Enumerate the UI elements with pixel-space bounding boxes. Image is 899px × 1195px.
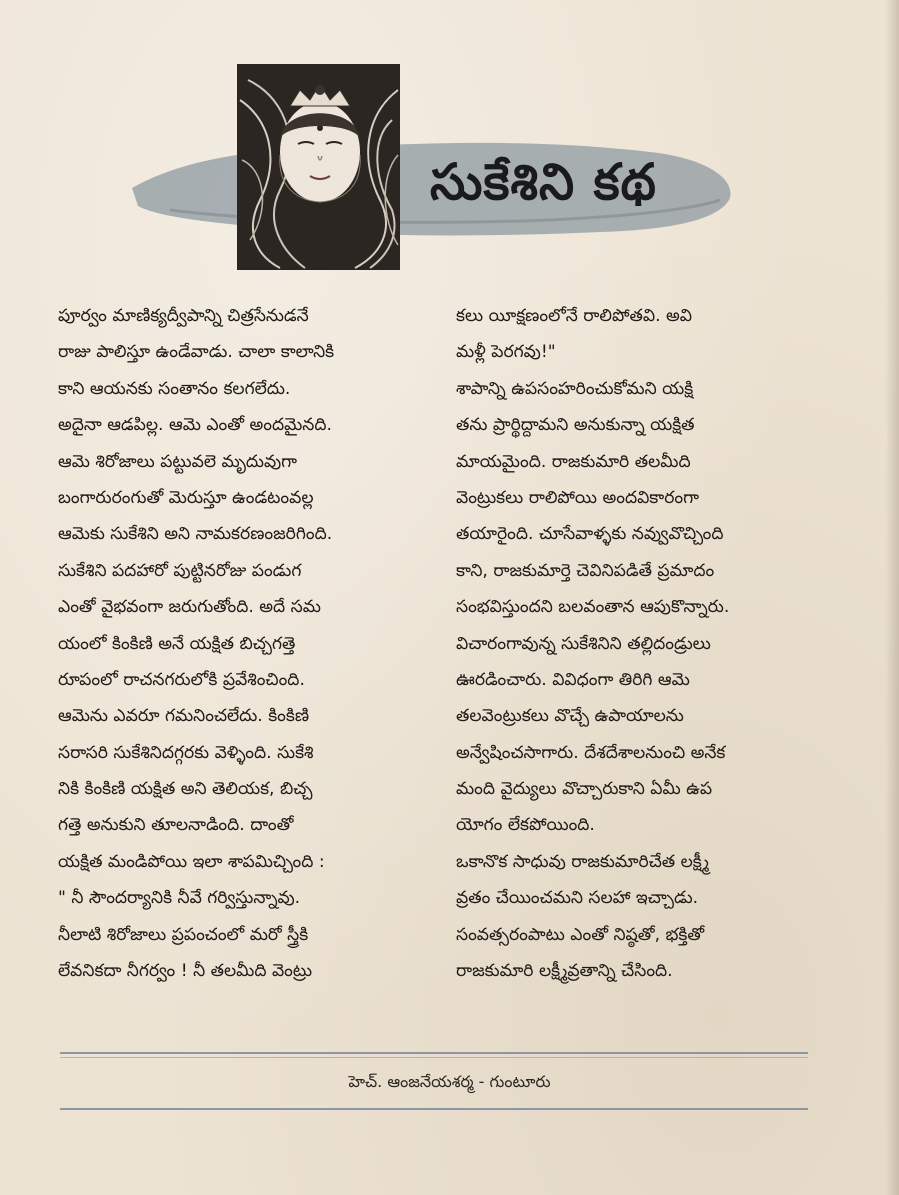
text-line: తయారైంది. చూసేవాళ్ళకు నవ్వువొచ్చింది — [456, 524, 724, 545]
page-edge — [885, 0, 899, 1195]
text-line: ఆమె శిరోజాలు పట్టువలె మృదువుగా — [58, 451, 297, 472]
text-line: లేవనికదా నీగర్వం ! నీ తలమీది వెంట్రు — [58, 961, 313, 982]
title-banner — [130, 60, 740, 275]
text-line: రూపంలో రాచనగరులోకి ప్రవేశించింది. — [58, 669, 305, 690]
text-line: సంభవిస్తుందని బలవంతాన ఆపుకొన్నారు. — [456, 597, 730, 618]
text-line: యక్షిత మండిపోయి ఇలా శాపమిచ్చింది : — [58, 851, 325, 872]
text-line: యోగం లేకపోయింది. — [456, 815, 595, 836]
text-line: తలవెంట్రుకలు వొచ్చే ఉపాయాలను — [456, 706, 684, 727]
text-line: యంలో కింకిణి అనే యక్షిత బిచ్చగత్తె — [58, 633, 296, 654]
text-line: కలు యీక్షణంలోనే రాలిపోతవి. అవి — [456, 306, 692, 326]
story-title: సుకేశిని కథ — [430, 152, 657, 211]
text-line: అదైనా ఆడపిల్ల. ఆమె ఎంతో అందమైనది. — [58, 415, 332, 436]
right-text-column — [456, 298, 854, 989]
text-line: ఆమెను ఎవరూ గమనించలేదు. కింకిణి — [58, 706, 310, 727]
text-line: కాని ఆయనకు సంతానం కలగలేదు. — [58, 378, 291, 399]
text-line: ఊరడించారు. వివిధంగా తిరిగి ఆమె — [456, 669, 690, 690]
text-line: మంది వైద్యులు వొచ్చారుకాని ఏమీ ఉప — [456, 779, 713, 800]
text-line: రాజు పాలిస్తూ ఉండేవాడు. చాలా కాలానికి — [58, 342, 335, 363]
text-line: గత్తె అనుకుని తూలనాడింది. దాంతో — [58, 815, 294, 836]
text-line: ఒకానొక సాధువు రాజకుమారిచేత లక్ష్మీ — [456, 851, 709, 872]
text-line: అన్వేషించసాగారు. దేశదేశాలనుంచి అనేక — [456, 742, 726, 763]
text-line: వ్రతం చేయించమని సలహా ఇచ్చాడు. — [456, 888, 699, 909]
text-line: మళ్లీ పెరగవు!" — [456, 342, 556, 363]
text-line: నీలాటి శిరోజాలు ప్రపంచంలో మరో స్త్రీకి — [58, 924, 309, 945]
text-line: " నీ సౌందర్యానికి నీవే గర్విస్తున్నావు. — [58, 888, 301, 909]
text-line: ఆమెకు సుకేశిని అని నామకరణంజరిగింది. — [58, 524, 333, 545]
text-line: విచారంగావున్న సుకేశినిని తల్లిదండ్రులు — [456, 633, 711, 654]
top-divider-thin — [60, 1057, 808, 1058]
bottom-divider — [60, 1108, 808, 1110]
text-line: ఎంతో వైభవంగా జరుగుతోంది. అదే సమ — [58, 597, 321, 618]
text-line: శాపాన్ని ఉపసంహరించుకోమని యక్షి — [456, 378, 694, 399]
text-line: సంవత్సరంపాటు ఎంతో నిష్ఠతో, భక్తితో — [456, 924, 705, 945]
text-line: సరాసరి సుకేశినిదగ్గరకు వెళ్ళింది. సుకేశి — [58, 742, 314, 763]
text-line: సుకేశిని పదహారో పుట్టినరోజు పండుగ — [58, 560, 302, 581]
text-line: రాజకుమారి లక్ష్మీవ్రతాన్ని చేసింది. — [456, 961, 673, 982]
text-line: వెంట్రుకలు రాలిపోయి అందవికారంగా — [456, 487, 699, 508]
top-divider — [60, 1052, 808, 1054]
text-line: మాయమైంది. రాజకుమారి తలమీది — [456, 451, 691, 472]
left-text-column — [58, 298, 442, 989]
text-line: నికి కింకిణి యక్షిత అని తెలియక, బిచ్చ — [58, 779, 313, 800]
text-line: కాని, రాజకుమార్తె చెవినిపడితే ప్రమాదం — [456, 560, 715, 581]
text-line: పూర్వం మాణిక్యద్వీపాన్ని చిత్రసేనుడనే — [58, 306, 309, 326]
text-line: తను ప్రార్థిద్దామని అనుకున్నా యక్షిత — [456, 415, 695, 436]
author-byline: హెచ్. ఆంజనేయశర్మ - గుంటూరు — [348, 1072, 551, 1091]
text-line: బంగారురంగుతో మెరుస్తూ ఉండటంవల్ల — [58, 487, 314, 508]
